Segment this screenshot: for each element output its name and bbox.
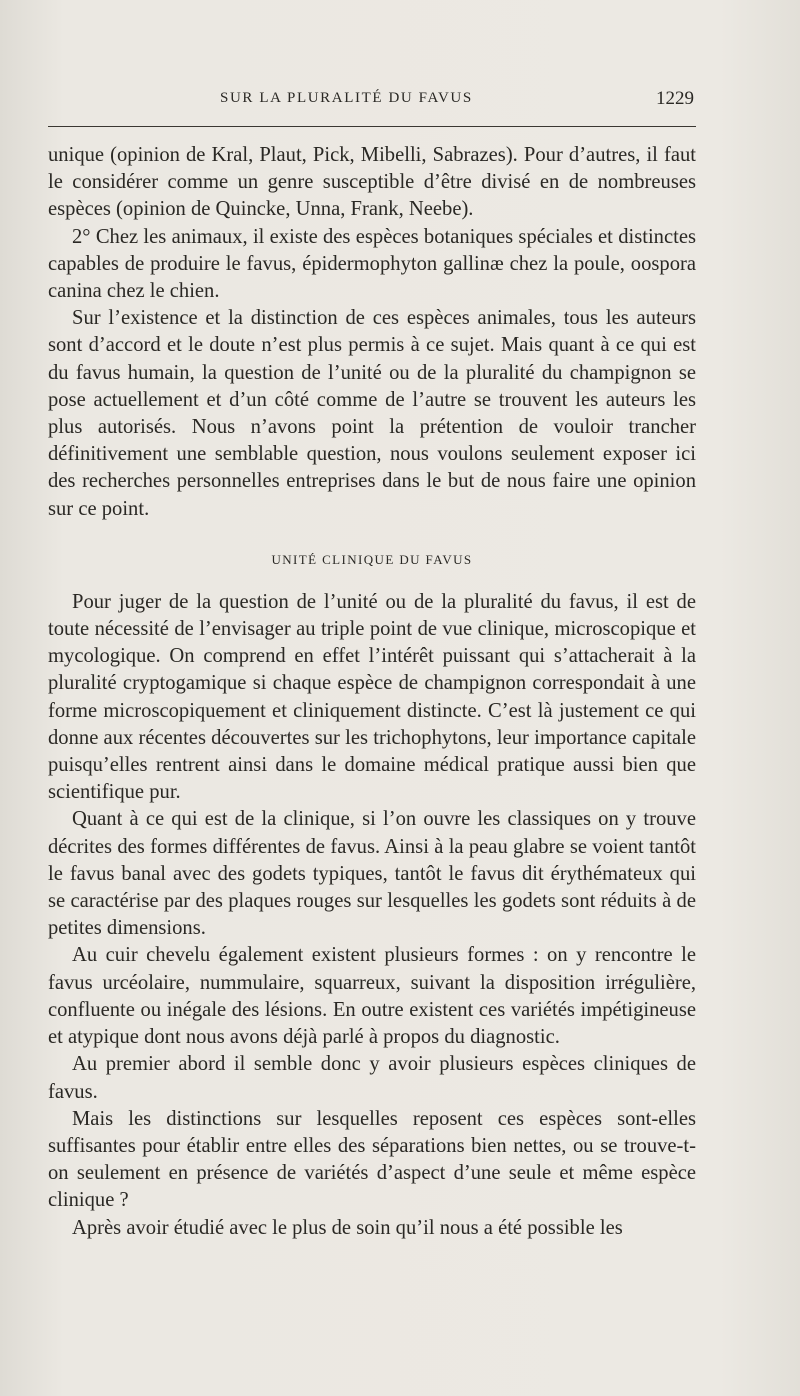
paragraph: unique (opinion de Kral, Plaut, Pick, Mibelli, Sabrazes). Pour d’autres, il faut le considérer comme un genre susceptible d’être divisé en de nombreuses espèces (opinion de Quincke, Unna, Frank, Neebe).: [48, 144, 696, 221]
paragraph: Après avoir étudié avec le plus de soin qu’il nous a été possible les: [72, 1216, 623, 1239]
paragraph: Au cuir chevelu également existent plusieurs formes : on y rencontre le favus urcéolaire, nummulaire, squarreux, suivant la disposition irrégulière, confluente ou inégale des lésions. En outre existent ces variétés impétigineuse et atypique dont nous avons déjà parlé à propos du diagnostic.: [48, 944, 696, 1049]
paragraph: Sur l’existence et la distinction de ces espèces animales, tous les auteurs sont d’accord et le doute n’est plus permis à ce sujet. Mais quant à ce qui est du favus humain, la question de l’unité ou de la pluralité du champignon se pose actuellement et d’un côté comme de l’autre se trouvent les auteurs les plus autorisés. Nous n’avons point la prétention de vouloir trancher définitivement une semblable question, nous voulons seulement exposer ici des recherches personnelles entreprises dans le but de nous faire une opinion sur ce point.: [48, 307, 696, 520]
paragraph: 2° Chez les animaux, il existe des espèces botaniques spéciales et distinctes capables de produire le favus, épidermophyton gallinæ chez la poule, oospora canina chez le chien.: [48, 225, 696, 303]
paragraph: Pour juger de la question de l’unité ou de la pluralité du favus, il est de toute nécessité de l’envisager au triple point de vue clinique, microscopique et mycologique. On comprend en effet l’intérêt puissant qui s’attacherait à la pluralité cryptogamique si chaque espèce de champignon correspondait à une forme microscopiquement et cliniquement distincte. C’est là justement ce qui donne aux récentes découvertes sur les trichophytons, leur importance capitale puisqu’elles rentrent ainsi dans le domaine médical pratique aussi bien que scientifique pur.: [48, 590, 696, 804]
header-rule: [48, 126, 696, 127]
paragraph: Quant à ce qui est de la clinique, si l’on ouvre les classiques on y trouve décrites des formes différentes de favus. Ainsi à la peau glabre se voient tantôt le favus banal avec des godets typiques, tantôt le favus dit érythémateux qui se caractérise par des plaques rouges sur lesquelles les godets sont réduits à de petites dimensions.: [48, 808, 696, 940]
page-header: [48, 88, 698, 114]
section-heading: UNITÉ CLINIQUE DU FAVUS: [271, 551, 473, 567]
page-number: 1229: [656, 88, 694, 109]
running-title: SUR LA PLURALITÉ DU FAVUS: [220, 90, 473, 106]
body-text: [48, 142, 696, 1242]
paragraph: Mais les distinctions sur lesquelles reposent ces espèces sont-elles suffisantes pour établir entre elles des séparations bien nettes, ou se trouve-t-on seulement en présence de variétés d’aspect d’une seule et même espèce clinique ?: [48, 1107, 696, 1212]
paragraph: Au premier abord il semble donc y avoir plusieurs espèces cliniques de favus.: [48, 1053, 696, 1103]
